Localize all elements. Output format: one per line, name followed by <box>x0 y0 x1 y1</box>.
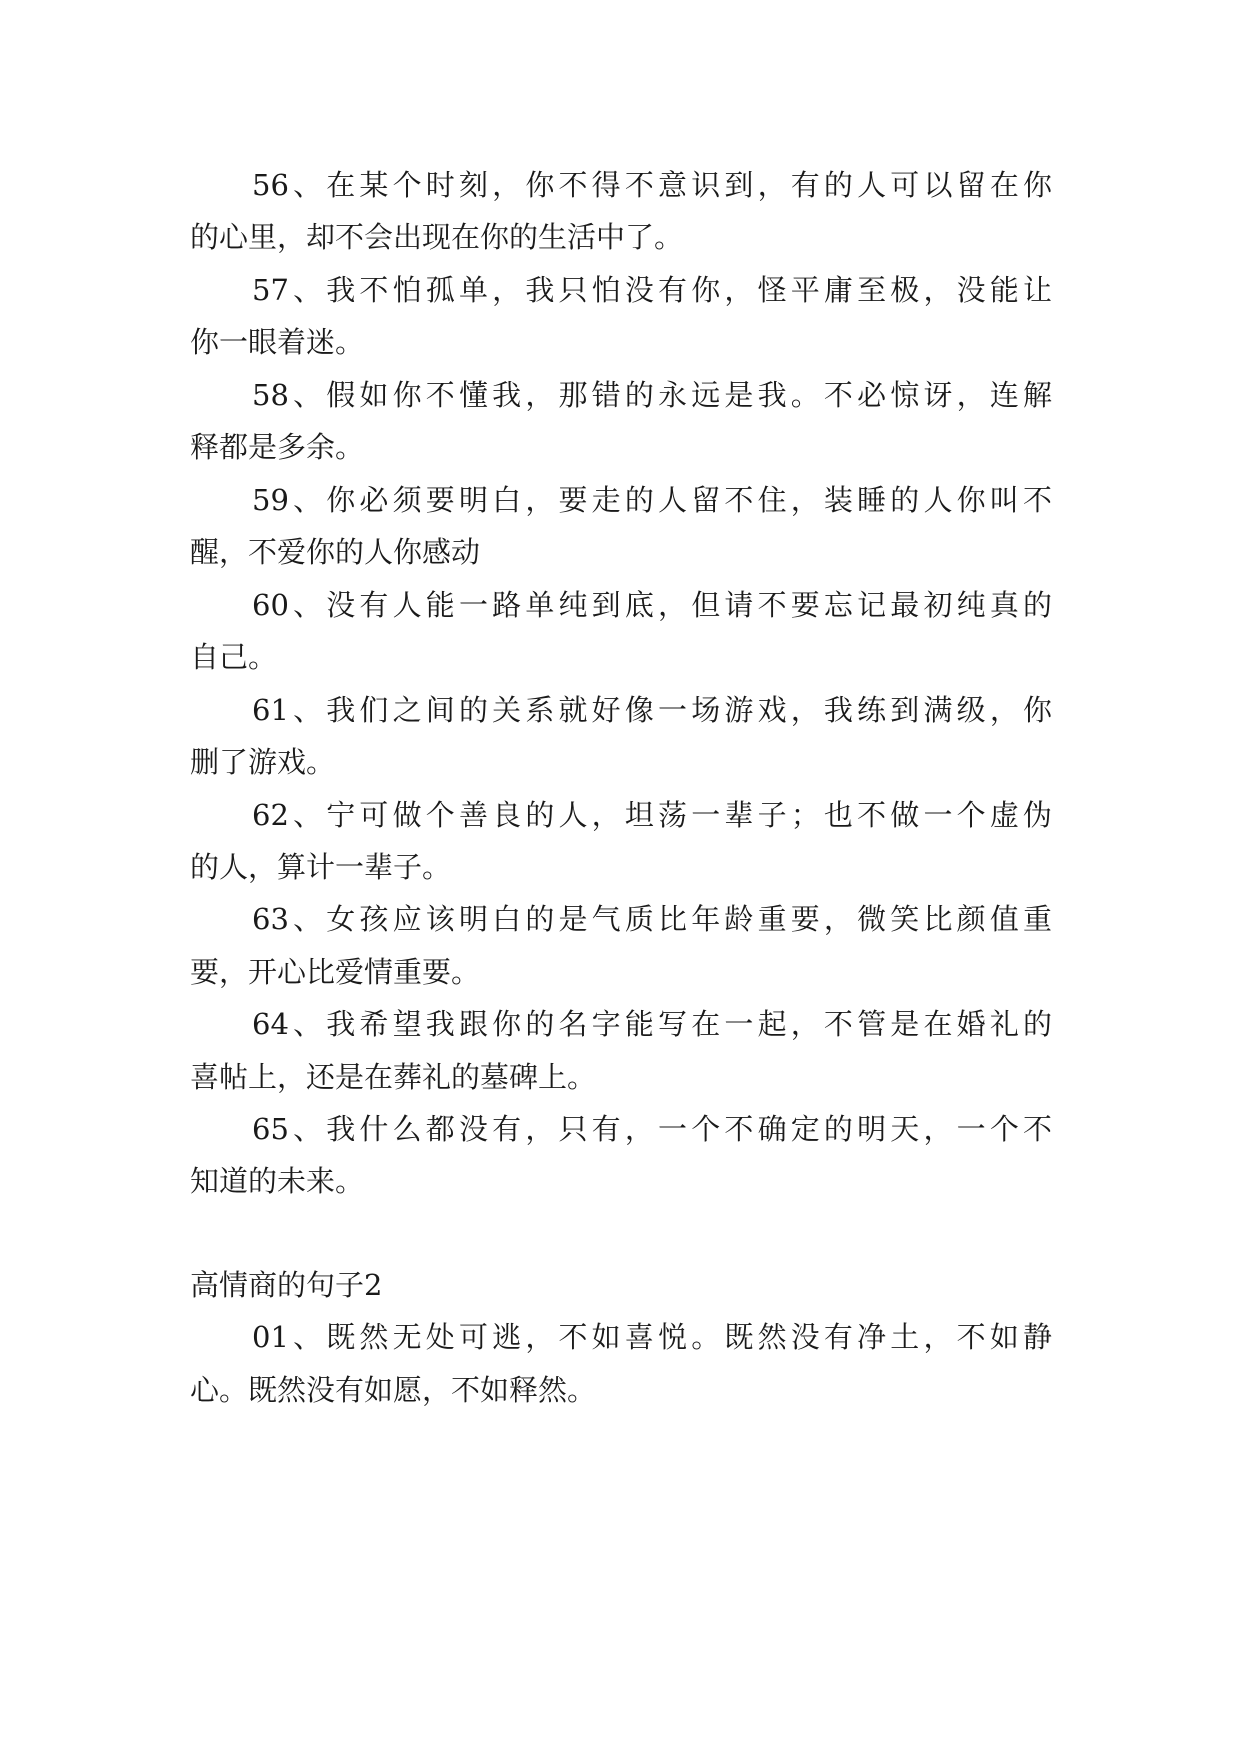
item-63-line-2: 要，开心比爱情重要。 <box>190 955 481 989</box>
item-59-line-1: 59、你必须要明白，要走的人留不住，装睡的人你叫不 <box>252 483 1052 517</box>
item-58-line-2: 释都是多余。 <box>190 430 365 464</box>
item-57-line-2: 你一眼着迷。 <box>190 325 365 359</box>
item-56-line-2: 的心里，却不会出现在你的生活中了。 <box>190 220 684 254</box>
item-64-line-2: 喜帖上，还是在葬礼的墓碑上。 <box>190 1060 597 1094</box>
item-65-line-2: 知道的未来。 <box>190 1164 365 1198</box>
item-65-line-1: 65、我什么都没有，只有，一个不确定的明天，一个不 <box>252 1112 1052 1146</box>
item-61-line-1: 61、我们之间的关系就好像一场游戏，我练到满级，你 <box>252 693 1052 727</box>
item-63-line-1: 63、女孩应该明白的是气质比年龄重要，微笑比颜值重 <box>252 902 1052 936</box>
item-57-line-1: 57、我不怕孤单，我只怕没有你，怪平庸至极，没能让 <box>252 273 1052 307</box>
item-58-line-1: 58、假如你不懂我，那错的永远是我。不必惊讶，连解 <box>252 378 1052 412</box>
item-62-line-1: 62、宁可做个善良的人，坦荡一辈子；也不做一个虚伪 <box>252 798 1052 832</box>
item-59-line-2: 醒，不爱你的人你感动 <box>190 535 481 569</box>
item-60-line-1: 60、没有人能一路单纯到底，但请不要忘记最初纯真的 <box>252 588 1052 622</box>
item-01-line-2: 心。既然没有如愿，不如释然。 <box>190 1373 597 1407</box>
item-64-line-1: 64、我希望我跟你的名字能写在一起，不管是在婚礼的 <box>252 1007 1052 1041</box>
item-01-line-1: 01、既然无处可逃，不如喜悦。既然没有净土，不如静 <box>252 1320 1052 1354</box>
item-56-line-1: 56、在某个时刻，你不得不意识到，有的人可以留在你 <box>252 168 1052 202</box>
item-62-line-2: 的人，算计一辈子。 <box>190 850 452 884</box>
item-60-line-2: 自己。 <box>190 640 278 674</box>
item-61-line-2: 删了游戏。 <box>190 745 336 779</box>
section-heading: 高情商的句子2 <box>190 1268 383 1302</box>
